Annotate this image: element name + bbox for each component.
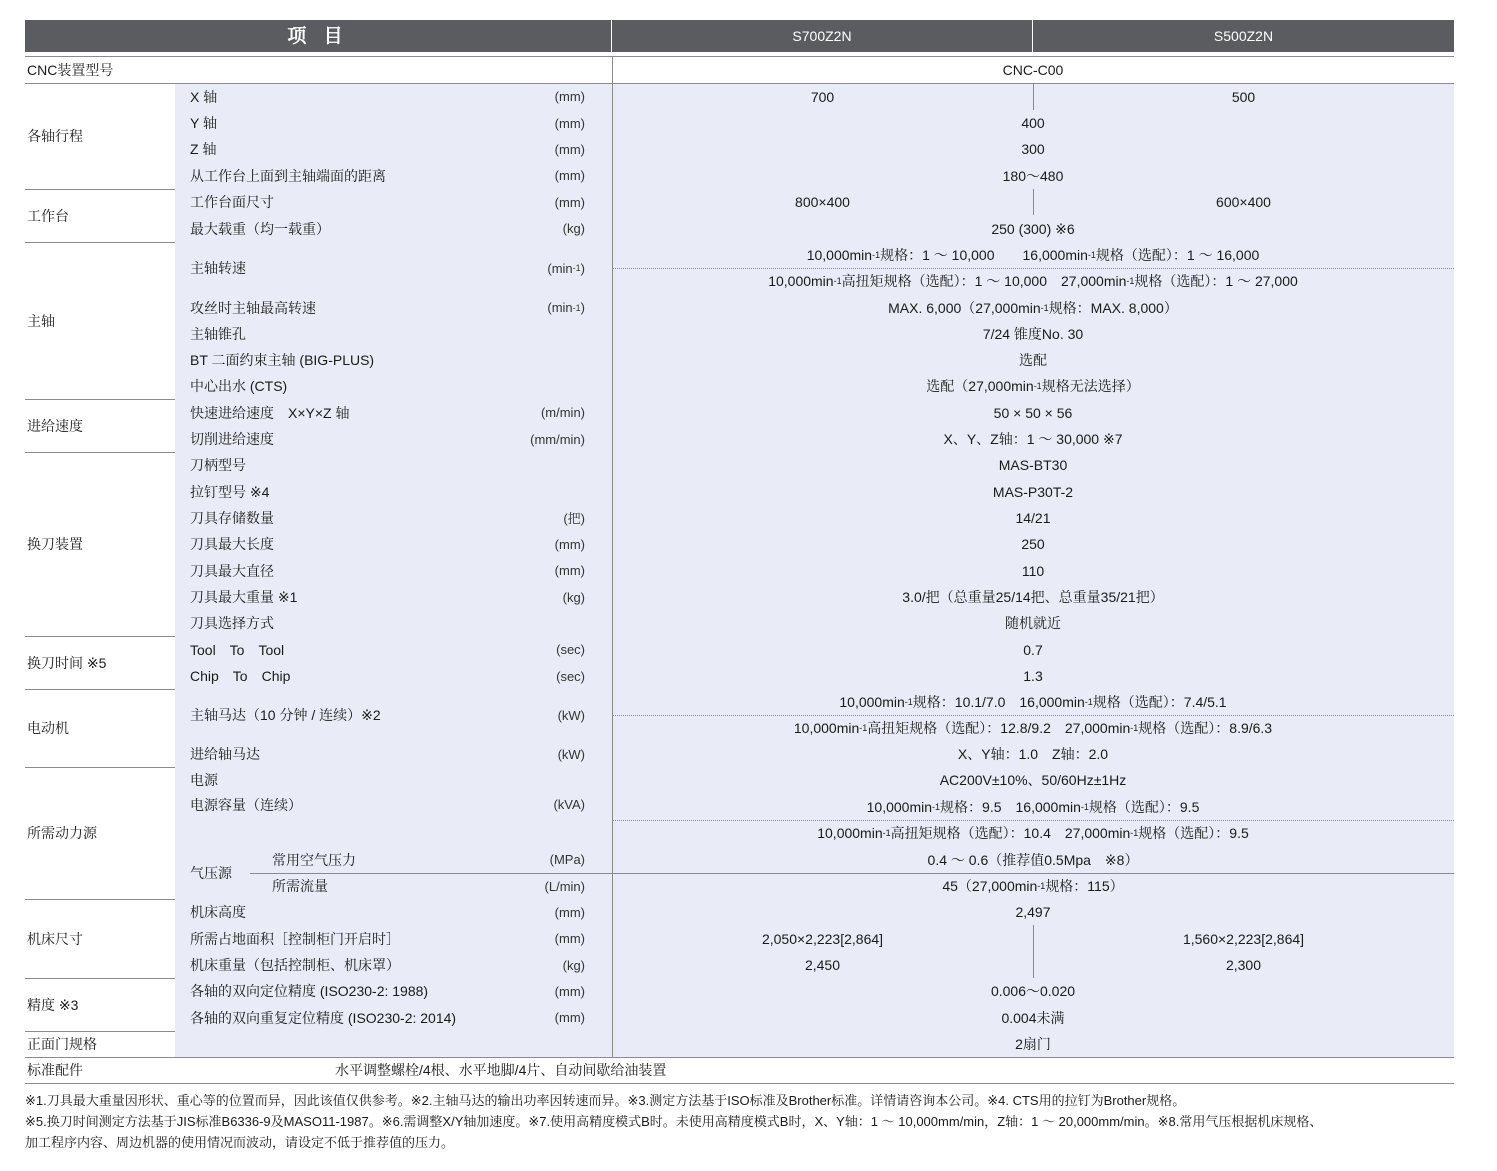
column-divider xyxy=(612,873,613,899)
unit-label: (sec) xyxy=(556,668,585,684)
unit-label: (kg) xyxy=(562,589,585,605)
item-label: 最大载重（均一载重） xyxy=(190,220,330,237)
column-divider xyxy=(612,426,613,452)
row-divider xyxy=(250,873,1454,874)
value-shared: 50 × 50 × 56 xyxy=(993,404,1073,421)
unit-label: (把) xyxy=(563,510,585,526)
column-divider xyxy=(612,83,613,110)
item-label: 快速进给速度 X×Y×Z 轴 xyxy=(190,404,350,421)
value-shared: MAX. 6,000（27,000min -1 规格：MAX. 8,000） xyxy=(888,299,1178,316)
value-line-1: 10,000min -1 规格：9.5 16,000min -1 规格（选配）：9.5 xyxy=(866,798,1200,815)
unit-label: (mm) xyxy=(554,194,585,210)
unit-label: (kVA) xyxy=(553,797,585,812)
value-shared: AC200V±10%、50/60Hz±1Hz xyxy=(939,772,1127,788)
value-line-2: 10,000min -1 高扭矩规格（选配）：12.8/9.2 27,000min -1 规格（选配）：8.9/6.3 xyxy=(793,720,1273,736)
value-shared: 1.3 xyxy=(1023,668,1043,684)
item-label: 工作台面尺寸 xyxy=(190,194,274,210)
row-divider xyxy=(25,56,1454,57)
unit-label: (mm) xyxy=(554,89,585,104)
value-shared: 180～480 xyxy=(1002,167,1064,184)
value-s500z2n: 1,560×2,223[2,864] xyxy=(1182,930,1305,947)
value-s700z2n: 700 xyxy=(810,88,835,105)
column-divider xyxy=(612,689,613,741)
value-shared: 3.0/把（总重量25/14把、总重量35/21把） xyxy=(902,589,1164,605)
category-label: 电动机 xyxy=(27,720,69,736)
column-divider xyxy=(612,663,613,689)
column-divider xyxy=(1033,952,1034,978)
category-label: 工作台 xyxy=(27,207,69,224)
item-label: 攻丝时主轴最高转速 xyxy=(190,299,316,316)
column-divider xyxy=(612,793,613,846)
column-divider xyxy=(612,952,613,978)
item-label: Chip To Chip xyxy=(190,668,291,684)
unit-label: (mm) xyxy=(554,931,585,946)
category-label: 换刀装置 xyxy=(27,536,83,552)
item-label: 主轴锥孔 xyxy=(190,326,246,342)
column-divider xyxy=(612,505,613,531)
column-divider xyxy=(612,399,613,426)
item-label: 各轴的双向重复定位精度 (ISO230-2: 2014) xyxy=(190,1009,457,1026)
item-label: 从工作台上面到主轴端面的距离 xyxy=(190,167,386,184)
column-divider xyxy=(612,741,613,767)
row-divider xyxy=(25,83,1454,84)
item-label: 各轴的双向定位精度 (ISO230-2: 1988) xyxy=(190,983,429,999)
category-label: 标准配件 xyxy=(27,1062,83,1078)
column-divider xyxy=(612,452,613,478)
column-divider xyxy=(612,610,613,636)
value-shared: 0.004未满 xyxy=(1001,1009,1065,1026)
value-shared: 400 xyxy=(1021,115,1045,131)
value-line-1: 10,000min -1 规格：10.1/7.0 16,000min -1 规格（选配）：7.4/5.1 xyxy=(839,694,1227,710)
unit-label: (mm/min) xyxy=(530,431,585,447)
unit-label: (min -1 ) xyxy=(547,260,585,276)
value-line-2: 10,000min -1 高扭矩规格（选配）：1 ～ 10,000 27,000min -1 规格（选配）：1 ～ 27,000 xyxy=(768,273,1298,289)
header-item: 项 目 xyxy=(25,20,611,52)
value-shared: 110 xyxy=(1021,562,1045,579)
column-divider xyxy=(612,347,613,373)
footnote-line: ※5.换刀时间测定方法基于JIS标准B6336-9及MASO11-1987。※6.需调整X/Y轴加速度。※7.使用高精度模式B时。未使用高精度模式B时，X、Y轴：1 ～ 10,000mm/min，Z轴：1 ～ 20,000mm/min。※8.常用气压根据机床规格、 xyxy=(25,1114,1323,1129)
column-divider xyxy=(1033,83,1034,110)
category-label: 所需动力源 xyxy=(27,825,97,841)
unit-label: (L/min) xyxy=(544,878,585,894)
unit-label: (kg) xyxy=(562,957,585,973)
column-divider xyxy=(1033,189,1034,215)
column-divider xyxy=(612,584,613,610)
category-label: 各轴行程 xyxy=(27,128,83,144)
unit-label: (mm) xyxy=(554,141,585,157)
footnote-line: 加工程序内容、周边机器的使用情况而波动，请设定不低于推荐值的压力。 xyxy=(25,1135,455,1150)
value-s500z2n: 2,300 xyxy=(1225,957,1262,973)
column-divider xyxy=(612,1031,613,1057)
air-source-label: 气压源 xyxy=(190,864,232,881)
item-label: 刀具最大直径 xyxy=(190,562,274,579)
column-divider xyxy=(612,531,613,557)
column-divider xyxy=(612,321,613,347)
unit-label: (mm) xyxy=(554,563,585,578)
column-divider xyxy=(612,1004,613,1031)
category-label: 精度 ※3 xyxy=(27,996,79,1013)
unit-label: (mm) xyxy=(554,536,585,552)
column-divider xyxy=(612,978,613,1004)
value-shared: MAS-P30T-2 xyxy=(992,483,1074,500)
item-label: 刀具最大长度 xyxy=(190,536,274,552)
item-label: 刀具选择方式 xyxy=(190,615,274,631)
column-divider xyxy=(612,767,613,793)
value-shared: 7/24 锥度No. 30 xyxy=(982,326,1084,342)
value-shared: MAS-BT30 xyxy=(998,457,1068,473)
item-label: Y 轴 xyxy=(190,115,217,131)
unit-label: (mm) xyxy=(554,115,585,131)
unit-label: (kW) xyxy=(557,746,585,762)
item-label: 电源 xyxy=(190,772,218,788)
column-divider xyxy=(612,636,613,663)
column-divider xyxy=(612,925,613,952)
standard-accessories-value: 水平调整螺栓/4根、水平地脚/4片、自动间歇给油装置 xyxy=(335,1062,667,1078)
item-label: BT 二面约束主轴 (BIG-PLUS) xyxy=(190,352,375,368)
column-divider xyxy=(612,215,613,242)
category-label: 机床尺寸 xyxy=(27,930,83,947)
unit-label: (kW) xyxy=(557,707,585,723)
value-shared: 45（27,000min -1 规格：115） xyxy=(942,878,1124,894)
column-divider xyxy=(612,846,613,873)
item-label: 刀具最大重量 ※1 xyxy=(190,589,298,605)
column-divider xyxy=(612,899,613,925)
column-divider xyxy=(612,478,613,505)
row-divider xyxy=(25,1083,1454,1084)
value-shared: 选配（27,000min -1 规格无法选择） xyxy=(926,378,1140,394)
column-divider xyxy=(612,373,613,399)
item-label: 主轴转速 xyxy=(190,260,246,276)
item-label: 电源容量（连续） xyxy=(190,797,302,813)
unit-label: (mm) xyxy=(554,1010,585,1025)
category-label: 进给速度 xyxy=(27,417,83,434)
item-label: 机床高度 xyxy=(190,904,246,920)
column-divider xyxy=(612,242,613,294)
value-shared: CNC-C00 xyxy=(1002,61,1064,78)
item-label: 拉钉型号 ※4 xyxy=(190,483,270,500)
item-label: 主轴马达（10 分钟 / 连续）※2 xyxy=(190,707,381,723)
value-shared: 14/21 xyxy=(1015,510,1051,526)
value-shared: 2扇门 xyxy=(1015,1036,1051,1052)
row-divider xyxy=(25,1031,175,1032)
value-line-1: 10,000min -1 规格：1 ～ 10,000 16,000min -1 规格（选配）：1 ～ 16,000 xyxy=(806,247,1260,263)
unit-label: (min -1 ) xyxy=(547,300,585,315)
column-divider xyxy=(612,110,613,136)
value-shared: 0.4 ～ 0.6（推荐值0.5Mpa ※8） xyxy=(927,851,1139,868)
sub-item-label: 所需流量 xyxy=(272,878,328,894)
category-label: 正面门规格 xyxy=(27,1036,97,1052)
sub-item-label: 常用空气压力 xyxy=(272,851,356,868)
item-label: Z 轴 xyxy=(190,141,217,157)
unit-label: (MPa) xyxy=(549,852,585,867)
category-label: 换刀时间 ※5 xyxy=(27,654,107,671)
value-s500z2n: 500 xyxy=(1231,88,1256,105)
item-label: 中心出水 (CTS) xyxy=(190,378,288,394)
value-shared: X、Y轴：1.0 Z轴：2.0 xyxy=(957,746,1109,762)
column-divider xyxy=(612,189,613,215)
column-divider xyxy=(612,294,613,321)
unit-label: (sec) xyxy=(556,642,585,657)
value-shared: 0.7 xyxy=(1023,641,1043,658)
unit-label: (mm) xyxy=(554,983,585,999)
item-label: 所需占地面积［控制柜门开启时］ xyxy=(190,930,400,947)
header-model-b: S500Z2N xyxy=(1033,20,1454,52)
value-shared: 2,497 xyxy=(1015,904,1051,920)
value-shared: X、Y、Z轴：1 ～ 30,000 ※7 xyxy=(943,431,1123,447)
column-divider xyxy=(612,557,613,584)
dotted-divider xyxy=(612,715,1454,716)
value-shared: 300 xyxy=(1021,141,1045,157)
column-divider xyxy=(1033,925,1034,952)
unit-label: (mm) xyxy=(554,168,585,183)
column-divider xyxy=(612,56,613,83)
value-line-2: 10,000min -1 高扭矩规格（选配）：10.4 27,000min -1 规格（选配）：9.5 xyxy=(817,825,1249,841)
value-shared: 0.006～0.020 xyxy=(990,983,1076,999)
value-s700z2n: 2,050×2,223[2,864] xyxy=(761,930,884,947)
unit-label: (m/min) xyxy=(540,405,585,420)
category-label: CNC装置型号 xyxy=(27,61,114,78)
dotted-divider xyxy=(612,820,1454,821)
unit-label: (mm) xyxy=(554,904,585,920)
value-shared: 250 xyxy=(1021,536,1045,552)
value-s700z2n: 2,450 xyxy=(804,957,841,973)
item-label: Tool To Tool xyxy=(190,641,285,658)
footnote-line: ※1.刀具最大重量因形状、重心等的位置而异，因此该值仅供参考。※2.主轴马达的输出功率因转速而异。※3.测定方法基于ISO标准及Brother标准。详情请咨询本公司。※4. CTS用的拉钉为Brother规格。 xyxy=(25,1093,1186,1108)
item-label: 进给轴马达 xyxy=(190,746,260,762)
item-label: X 轴 xyxy=(190,88,218,105)
item-label: 刀柄型号 xyxy=(190,457,246,473)
column-divider xyxy=(612,136,613,162)
value-shared: 250 (300) ※6 xyxy=(991,220,1075,237)
value-s500z2n: 600×400 xyxy=(1216,194,1271,210)
unit-label: (kg) xyxy=(562,221,585,236)
value-shared: 随机就近 xyxy=(1005,615,1061,631)
header-model-a: S700Z2N xyxy=(612,20,1032,52)
dotted-divider xyxy=(612,268,1454,269)
column-divider xyxy=(612,162,613,189)
item-label: 切削进给速度 xyxy=(190,431,274,447)
item-label: 刀具存储数量 xyxy=(190,510,274,526)
category-label: 主轴 xyxy=(27,312,55,329)
value-s700z2n: 800×400 xyxy=(795,194,850,210)
item-label: 机床重量（包括控制柜、机床罩） xyxy=(190,957,400,973)
value-shared: 选配 xyxy=(1019,352,1047,368)
